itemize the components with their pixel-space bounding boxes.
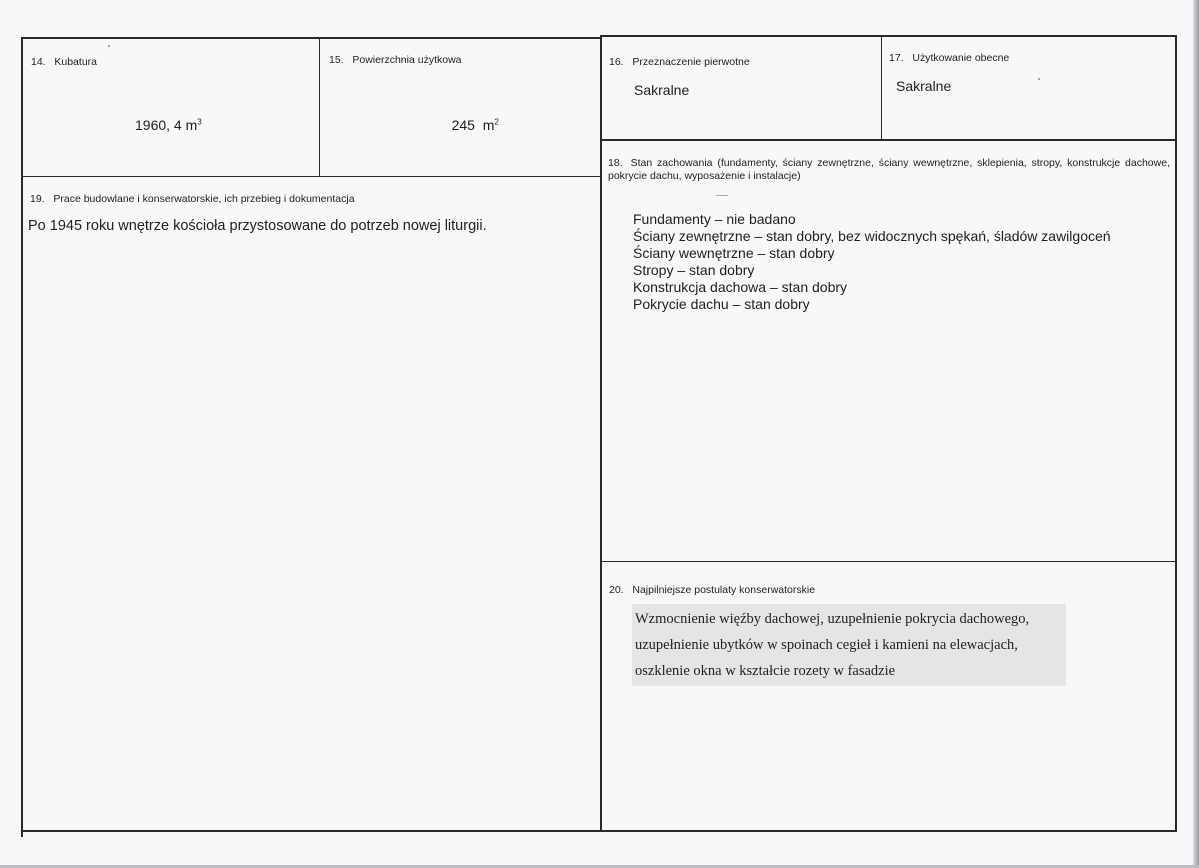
scan-edge-right [1193, 0, 1199, 868]
prace-number: 19. [30, 193, 45, 205]
przeznaczenie-label [609, 56, 750, 68]
scan-speck [108, 45, 110, 47]
stan-label [608, 157, 1170, 183]
powierzchnia-number: 15. [329, 54, 344, 66]
postulaty-title: Najpilniejsze postulaty konserwatorskie [632, 584, 816, 596]
postulaty-line: oszklenie okna w kształcie rozety w fasadzie [635, 663, 896, 679]
frame-top-right [600, 35, 1177, 37]
divider-horizontal-18-20 [601, 561, 1176, 562]
kubatura-title: Kubatura [54, 56, 97, 68]
divider-vertical-main [600, 36, 602, 832]
stan-line: Ściany wewnętrzne – stan dobry [633, 245, 835, 261]
prace-label [30, 193, 355, 205]
divider-vertical-16-17 [881, 36, 882, 140]
uzytkowanie-number: 17. [889, 52, 904, 64]
kubatura-number: 14. [31, 56, 46, 68]
powierzchnia-value-text: 245 m [451, 117, 495, 133]
kubatura-value [135, 117, 202, 133]
postulaty-line: Wzmocnienie więźby dachowej, uzupełnienie pokrycia dachowego, [635, 611, 1030, 627]
stan-line: Pokrycie dachu – stan dobry [633, 296, 810, 312]
powierzchnia-label [329, 54, 462, 66]
stan-line: Fundamenty – nie badano [633, 211, 796, 227]
kubatura-value-text: 1960, 4 m [135, 117, 198, 133]
powierzchnia-title: Powierzchnia użytkowa [352, 54, 462, 66]
stan-lines [633, 211, 1111, 313]
frame-left [21, 37, 23, 837]
divider-horizontal-left [22, 176, 601, 177]
frame-top-left [22, 37, 601, 39]
divider-vertical-14-15 [319, 38, 320, 177]
scan-speck [1038, 78, 1040, 80]
uzytkowanie-value: Sakralne [896, 78, 952, 94]
frame-right [1175, 35, 1177, 831]
stan-line: Stropy – stan dobry [633, 262, 755, 278]
postulaty-line: uzupełnienie ubytków w spoinach cegieł i kamieni na elewacjach, [635, 637, 1018, 653]
przeznaczenie-title: Przeznaczenie pierwotne [632, 56, 750, 68]
uzytkowanie-label [889, 52, 1009, 64]
postulaty-label [609, 584, 815, 596]
stan-title: Stan zachowania (fundamenty, ściany zewnętrzne, ściany wewnętrzne, sklepienia, stropy, konstrukcje dachowe, pokrycie dachu, wyposażenie i instalacje) [608, 157, 1170, 182]
prace-title: Prace budowlane i konserwatorskie, ich przebieg i dokumentacja [53, 193, 355, 205]
postulaty-box [632, 604, 1066, 686]
stan-line: Konstrukcja dachowa – stan dobry [633, 279, 848, 295]
divider-horizontal-16-18 [601, 139, 1176, 141]
postulaty-number: 20. [609, 584, 624, 596]
przeznaczenie-value: Sakralne [634, 82, 690, 98]
prace-value: Po 1945 roku wnętrze kościoła przystosowane do potrzeb nowej liturgii. [28, 218, 487, 234]
stan-line: Ściany zewnętrzne – stan dobry, bez widocznych spękań, śladów zawilgoceń [633, 228, 1111, 244]
uzytkowanie-title: Użytkowanie obecne [912, 52, 1010, 64]
scan-speck [716, 195, 728, 196]
powierzchnia-unit-sup: 2 [494, 117, 499, 127]
przeznaczenie-number: 16. [609, 56, 624, 68]
kubatura-unit-sup: 3 [197, 117, 202, 127]
kubatura-label [31, 56, 97, 68]
powierzchnia-value [436, 101, 499, 149]
stan-number: 18. [608, 157, 623, 169]
